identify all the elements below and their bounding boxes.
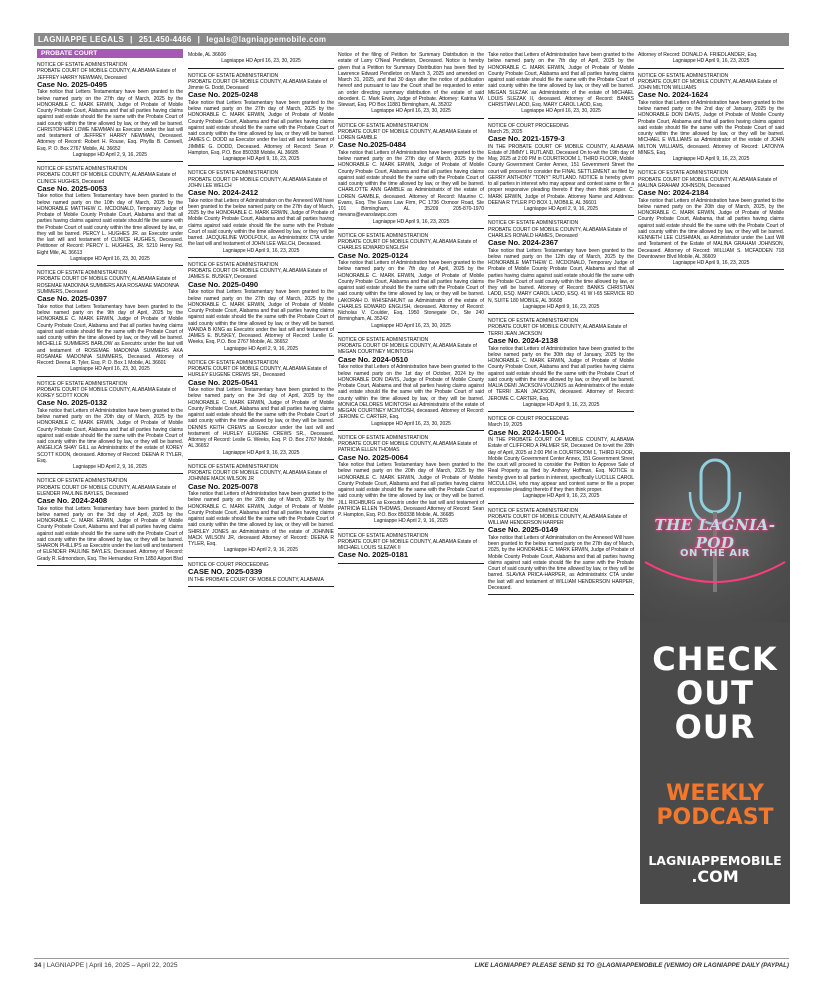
notice-body: IN THE PROBATE COURT OF MOBILE COUNTY, ALABAMA Estate of JIMMY L RUTLAND, Deceased On to-wit the 19th day of May, 2025 at 2:00 PM in COURTROOM 1, THIRD FLOOR, Mobile County Government Center Annex, 151 Government Street the court will proceed to consider the FINAL SETTLEMENT as filed by GERRY ANTHONY "TONY" RUTLAND. NOTICE is hereby given to all parties in interest who may appear and contest same or file a proper responsive pleading thereto if they then think proper. C. MARK ERWIN, Judge of Probate. Attorney Name and Address: DEENA R TYLER PO BOX 1, MOBILE, AL 36601 bbox=[488, 143, 634, 206]
notice-body: Take notice that Letters Testamentary have been granted to the below named party on the 10th day of March, 2025 by the HONORABLE MATTHEW C. MCDONALD, Temporary Judge of Probate of Mobile County Probate Court, Alabama and that all parties having claims against said estate should file the same with the Probate Court of said county within the time allowed by law, or they will be barred. PERCY L. HUGHES JR. as Executor under the last will and testament of CLINICE HUGHES, Deceased. Petitioner of Record: PERCY L. HUGHES, JR. 5210 Henry Rd. Eight Mile, AL 36613 bbox=[37, 193, 183, 256]
notice-pre: PROBATE COURT OF MOBILE COUNTY, ALABAMA Estate of JOHN LEE WELCH bbox=[188, 176, 327, 189]
notice-pre: PROBATE COURT OF MOBILE COUNTY, ALABAMA Estate of ROSEMAE MADONNA SUMMERS AKA ROSAMAE MADONNA SUMMERS, Deceased bbox=[37, 276, 179, 295]
legal-notice bbox=[638, 73, 784, 167]
notice-pre: PROBATE COURT OF MOBILE COUNTY, ALABAMA Estate of LOREN GAMBLE bbox=[338, 128, 477, 141]
ad-subheadline bbox=[640, 782, 790, 830]
notice-pub: Lagniappe HD April 9, 16, 23, 2025 bbox=[222, 247, 300, 254]
notice-title: NOTICE OF ESTATE ADMINISTRATION bbox=[338, 336, 429, 343]
notice-case: Case No. 2024-1500-1 bbox=[488, 427, 565, 437]
column-5 bbox=[638, 52, 784, 452]
notice-body: Take notice that Letters Testamentary have been granted to the below named party on the 3rd day of April, 2025 by the HONORABLE C. MARK ERWIN, Judge of Probate of Mobile County Probate Court, Alabama and that all parties having claims against said estate should file the same with the Probate Court of said county within the time allowed by law, or they will be barred. DENNIS KEITH CREWS as Executor under the last will and testament of HURLEY EUGENE CREWS SR., Deceased. Attorney of Record: Leslie G. Weeks, Esq. P. O. Box 2767 Mobile, AL 36652 bbox=[188, 387, 334, 450]
column-2 bbox=[188, 52, 334, 942]
notice-case: Case No. 2025-0149 bbox=[488, 525, 559, 535]
notice-pub: Lagniappe HD April 9, 16, 23, 2025 bbox=[522, 401, 600, 408]
notice-case: Case No. 2024-2138 bbox=[488, 335, 559, 345]
legal-notice bbox=[37, 478, 183, 566]
notice-body: Take notice that Letters of Administration have been granted to the below named party on the 30th day of January, 2025 by the HONORABLE C. MARK ERWIN, Judge of Probate of Mobile County Probate Court, Alabama and that all parties having claims against said estate should file the same with the Probate Court of said county within the time allowed by law, or they will be barred. MALIA DEMI JACKSON-VOUZIKIS as Administratrix of the estate of TERRI JEAN JACKSON, deceased. Attorney of Record: JEROME C. CARTER, Esq. bbox=[488, 345, 634, 402]
notice-pre: PROBATE COURT OF MOBILE COUNTY, ALABAMA Estate of MALINA GRAHAM JOHNSON, Deceased bbox=[638, 176, 777, 189]
legal-notice bbox=[338, 435, 484, 529]
notice-body: Take notice that Letters Testamentary have been granted to the below named party on the 9th day of April, 2025 by the HONORABLE C. MARK ERWIN, Judge of Probate of Mobile County Probate Court, Alabama and that all parties having claims against said estate should file the same with the Probate Court of said county within the time allowed by law, or they will be barred. MICHELLE SUMMERS BARLOW as Executrix under the last will and testament of ROSEMAE MADONNA SUMMERS AKA ROSAMAE MADONNA SUMMERS, Deceased. Attorney of Record: Deena R. Tyler, Esq. P. O. Box 1 Mobile, AL 36601 bbox=[37, 303, 183, 367]
legal-notice bbox=[188, 170, 334, 258]
notice-title: NOTICE OF ESTATE ADMINISTRATION bbox=[338, 532, 429, 539]
notice-case: Case No. 2025-0248 bbox=[188, 90, 259, 100]
legal-notice bbox=[37, 166, 183, 266]
notice-title: NOTICE OF ESTATE ADMINISTRATION bbox=[188, 72, 279, 79]
notice-case: Case No: 2024-2184 bbox=[638, 188, 709, 198]
podcast-logo-title: THE LAGNIA-POD bbox=[654, 516, 776, 552]
notice-title: NOTICE OF ESTATE ADMINISTRATION bbox=[37, 478, 128, 485]
notice-pre: PROBATE COURT OF MOBILE COUNTY, ALABAMA Estate of CHARLES RONALD HAMES, Deceased bbox=[488, 226, 627, 239]
footer-masthead: LAGNIAPPE bbox=[46, 962, 85, 969]
page-number: 34 bbox=[34, 962, 42, 969]
ad-website[interactable] bbox=[640, 854, 790, 886]
notice-title: NOTICE OF ESTATE ADMINISTRATION bbox=[37, 380, 128, 387]
notice-title: NOTICE OF ESTATE ADMINISTRATION bbox=[488, 318, 579, 325]
legal-notice bbox=[638, 52, 784, 69]
notice-title: NOTICE OF ESTATE ADMINISTRATION bbox=[638, 72, 729, 79]
notice-pre: PROBATE COURT OF MOBILE COUNTY, ALABAMA Estate of WILLIAM HENDERSON HARPER bbox=[488, 513, 627, 527]
notice-pre: Attorney of Record: DONALD A. FRIEDLANDER, Esq. bbox=[638, 52, 758, 58]
header-phone: 251.450-4466 bbox=[138, 35, 192, 44]
notice-title: NOTICE OF ESTATE ADMINISTRATION bbox=[638, 170, 729, 177]
legal-notice bbox=[338, 52, 484, 119]
podcast-ad[interactable] bbox=[640, 452, 790, 904]
notice-pre: PROBATE COURT OF MOBILE COUNTY, ALABAMA Estate of JEFFREY HARRY NEWMAN, Deceased bbox=[37, 68, 176, 81]
footer-promo: LIKE LAGNIAPPE? PLEASE SEND $1 TO @LAGNIAPPEMOBILE (VENMO) OR LAGNIAPPE DAILY (PAYPAL) bbox=[474, 962, 789, 969]
notice-body: IN THE PROBATE COURT OF MOBILE COUNTY, ALABAMA Estate of CLIFFORD A PALMER SR, Deceased On to-wit the 28th day of April, 2025 at 2:00 PM in COURTROOM 1, THIRD FLOOR, Mobile County Government Center Annex, 151 Government Street the court will proceed to consider the Petition to Approve Sale of Real Property as filed by Anthony Hoffman, Esq. NOTICE is hereby given to all parties in interest, specifically LUCILLE CAROL MCCULLOH, who may appear and contest same or file a proper responsive pleading thereto if they then think proper. bbox=[488, 437, 634, 494]
notice-pub: Lagniappe HD April 16, 23, 30, 2025 bbox=[371, 420, 451, 427]
legal-notice bbox=[488, 416, 634, 504]
notice-body: Take notice that Letters Testamentary have been granted to the below named party on the 27th day of March, 2025 by the HONORABLE C. MARK ERWIN, Judge of Probate of Mobile County Probate Court, Alabama and that all parties having claims against said estate should file the same with the Probate Court of said county within the time allowed by law, or they will be barred. WANDA B KING as Executrix under the last will and testament of JAMES E. BUSKEY, Deceased. Attorney of Record: Leslie G. Weeks, Esq. P.O. Box 2767 Mobile, AL 36652 bbox=[188, 289, 334, 346]
legal-notice bbox=[188, 73, 334, 167]
notice-body: Take notice that Letters of Administration on the Annexed Will have been granted to the below named party on the 27th day of March, 2025 by the HONORABLE C. MARK ERWIN, Judge of Probate of Mobile County Probate Court, Alabama and that all parties having claims against said estate should file the same with the Probate Court of said county within the time allowed by law, or they will be barred. JACQUELINE WOOLFOLK, as Administratrix CTA under the last will and testament of JOHN LEE WELCH, Deceased. bbox=[188, 197, 334, 248]
notice-title: NOTICE OF ESTATE ADMINISTRATION bbox=[338, 434, 429, 441]
legal-notice bbox=[338, 533, 484, 564]
legal-notice bbox=[37, 270, 183, 376]
notice-case: Case No. 2025-0495 bbox=[37, 79, 108, 89]
notice-pub: Lagniappe HD April 2, 9, 16, 2025 bbox=[72, 151, 148, 158]
notice-pub: Lagniappe HD April 2, 9, 16, 2025 bbox=[72, 464, 148, 471]
notice-pub: Lagniappe HD April 9, 16, 23, 2025 bbox=[222, 156, 300, 163]
legal-notice bbox=[488, 318, 634, 412]
notice-case: Case No. 2025-0053 bbox=[37, 183, 108, 193]
notice-pre: PROBATE COURT OF MOBILE COUNTY, ALABAMA Estate of HURLEY EUGENE CREWS SR., Deceased bbox=[188, 366, 327, 379]
legal-notice bbox=[488, 508, 634, 596]
legal-notice bbox=[37, 62, 183, 162]
notice-case: Case No. 2025-0181 bbox=[338, 550, 409, 560]
notice-body: Take notice that Letters of Administration have been granted to the below named party on the 20th day of March, 2025, by the HONORABLE C. MARK ERWIN, Judge of Probate of Mobile County Probate Court, Alabama, that all parties having claims against said estate should file the same with the Probate Court of said county within the time allowed by law, or they will be barred. KENNETH LEE CUSHMAN, as Administrator under the Last Will and Testament of the Estate of MALINA GRAHAM JOHNSON, Deceased. Attorney of Record: WILLIAM S. MCFADDEN 718 Downtowner Blvd Mobile, AL 36609 bbox=[638, 197, 784, 260]
notice-pre: PROBATE COURT OF MOBILE COUNTY, ALABAMA Estate of PATRICIA ELLEN THOMAS bbox=[338, 441, 477, 454]
notice-pre: PROBATE COURT OF MOBILE COUNTY, ALABAMA Estate of CLINICE HUGHES, Deceased bbox=[37, 172, 176, 185]
notice-case: Case No. 2021-1579-3 bbox=[488, 134, 565, 143]
notice-body: Take notice that Letters Testamentary have been granted to the below named party on the 3rd day of April, 2025 by the HONORABLE C. MARK ERWIN, Judge of Probate of Mobile County Probate Court, Alabama and that all parties having claims against said estate should file the same with the Probate Court of said county within the time allowed by law, or they will be barred. SHARON PHILLIPS as Executrix under the last will and testament of ELENDER PAULINE BAYLES, Deceased. Attorney of Record: Grady R. Edmondson, Esq. The Hernandez Firm 1850 Airport Blvd bbox=[37, 505, 183, 562]
footer-folio: 34 | LAGNIAPPE | April 16, 2025 – April 22, 2025 bbox=[34, 962, 178, 969]
notice-body: Take notice that Letters of Administration on the Annexed Will have been granted to the below named party on the 27th day of March, 2025, by the HONORABLE C. MARK ERWIN, Judge of Probate of Mobile County Probate Court, Alabama and that all parties having claims against said estate should file the same with the Probate Court of said county within the time allowed by law, or they will be barred. SLAVKA PRICA-HARPER, as Administratrix CTA under the last will and testament of WILLIAM HENDERSON HARPER, Deceased. bbox=[488, 534, 634, 591]
podcast-logo-tagline: ON THE AIR bbox=[679, 548, 750, 559]
notice-body: Take notice that Letters of Administration have been granted to the below named party on the 20th day of March, 2025 by the HONORABLE C. MARK ERWIN, Judge of Probate of Mobile County Probate Court, Alabama and that all parties having claims against said estate should file the same with the Probate Court of said county within the time allowed by law, or they will be barred. SHIRLEY JONES as Administratrix of the estate of JOHNNIE MACK WILSON JR, deceased Attorney of Record: DEENA R TYLER, Esq. bbox=[188, 491, 334, 548]
page-header: LAGNIAPPE LEGALS | 251.450-4466 | legals@lagniappemobile.com bbox=[34, 33, 789, 46]
notice-pre: PROBATE COURT OF MOBILE COUNTY, ALABAMA Estate of JOHN MILTON WILLIAMS bbox=[638, 78, 777, 91]
notice-pub: Lagniappe HD April 2, 9, 16, 2025 bbox=[223, 345, 299, 352]
notice-pre: PROBATE COURT OF MOBILE COUNTY, ALABAMA Estate of MICHAEL LOUIS SLEZAK II bbox=[338, 538, 477, 552]
notice-pre: Mobile, AL 36606 bbox=[188, 52, 227, 58]
legal-notice bbox=[338, 337, 484, 431]
notice-pub: Lagniappe HD April 9, 16, 23, 2025 bbox=[222, 449, 300, 456]
legal-notice bbox=[488, 52, 634, 119]
notice-pre: PROBATE COURT OF MOBILE COUNTY, ALABAMA Estate of Jimmie G. Dodd, Deceased bbox=[188, 78, 327, 91]
notice-pre: March 25, 2025 bbox=[488, 128, 523, 135]
legal-notice bbox=[488, 220, 634, 314]
notice-body: Take notice that Letters Testamentary have been granted to the below named party on the 27th day of March, 2025 by the HONORABLE C. MARK ERWIN, Judge of Probate of Mobile County Probate Court, Alabama and that all parties having claims against said estate should file the same with the Probate Court of said county within the time allowed by law, or they will be barred. JAMES C. DODD as Executor under the last will and testament of JIMMIE G. DODD, Deceased. Attorney of Record: Sean P. Hampton, Esq. P.O. Box 850338 Mobile, AL 36685 bbox=[188, 99, 334, 156]
publication-name: LAGNIAPPE LEGALS bbox=[38, 35, 125, 44]
legal-notice bbox=[37, 381, 183, 475]
notice-case: Case No. 2025-0132 bbox=[37, 398, 108, 408]
header-email[interactable]: legals@lagniappemobile.com bbox=[206, 35, 327, 44]
notice-pub: Lagniappe HD April 2, 9, 16, 2025 bbox=[523, 206, 599, 213]
notice-pub: Lagniappe HD April 2, 9, 16, 2025 bbox=[223, 547, 299, 554]
notice-body: Take notice that Letters of Administration have been granted to the below named party on the 2nd day of January, 2025 by the HONORABLE DON DAVIS, Judge of Probate of Mobile County Probate Court, Alabama and that all parties having claims against said estate should file the same with the Probate Court of said county within the time allowed by law, or they will be barred. MICHAEL E WILLIAMS as Administrator of the estate of JOHN MILTON WILLIAMS, deceased. Attorney of Record: LATONYA MINES, Esq. bbox=[638, 99, 784, 156]
legal-notice bbox=[488, 123, 634, 217]
notice-title: NOTICE OF ESTATE ADMINISTRATION bbox=[37, 166, 128, 173]
notice-case: Case No. 2025-0490 bbox=[188, 279, 259, 289]
notice-case: Case No. 2024-2408 bbox=[37, 496, 108, 506]
notice-pub: Lagniappe HD April 2, 9, 16, 2025 bbox=[373, 518, 449, 525]
notice-title: NOTICE OF COURT PROCEEDING bbox=[488, 122, 569, 129]
notice-title: NOTICE OF ESTATE ADMINISTRATION bbox=[338, 122, 429, 129]
notice-title: NOTICE OF ESTATE ADMINISTRATION bbox=[338, 232, 429, 239]
legal-notice bbox=[188, 562, 334, 587]
notice-case: Case No. 2025-0124 bbox=[338, 250, 409, 260]
notice-pub: Lagniappe HD April 9, 16, 23, 2025 bbox=[372, 218, 450, 225]
legal-notice bbox=[638, 170, 784, 270]
notice-body: Notice of the filing of Petition for Summary Distribution in the estate of Larry O'Neal Pendleton, Deceased. Notice is hereby given that a Petition for Summary Distribution has been filed by Lawrence Edward Pendleton on March 3, 2025 and amended on March 31, 2025, and that 30 days after the notice of publication hereof and pursuant to law the Court shall be requested to enter an order directing summary distribution of the estate of said decedent. C. Mark Erwin, Judge of Probate. Attorney: Katrina W. Stewart, Esq. PO Box 11881 Birmingham, AL 35202 bbox=[338, 52, 484, 108]
column-3 bbox=[338, 52, 484, 942]
notice-body: Take notice that Letters of Administration have been granted to the below named party on the 1st day of October, 2024 by the HONORABLE DON DAVIS, Judge of Probate of Mobile County Probate Court, Alabama and that all parties having claims against said estate should file the same with the Probate Court of said county within the time allowed by law, or they will be barred. MONICA DELORES MCINTOSH as Administratrix of the estate of MEGAN COURTNEY MCINTOSH, deceased. Attorney of Record: JEROME C. CARTER, Esq. bbox=[338, 364, 484, 421]
notice-pub: Lagniappe HD April 16, 23, 30, 2025 bbox=[371, 322, 451, 329]
notice-title: NOTICE OF ESTATE ADMINISTRATION bbox=[37, 270, 128, 277]
column-4 bbox=[488, 52, 634, 942]
ad-headline bbox=[640, 642, 790, 744]
notice-pub: Lagniappe HD April 16, 23, 30, 2025 bbox=[371, 108, 451, 115]
ad-line-weekly: WEEKLY bbox=[666, 781, 764, 806]
notice-title: NOTICE OF ESTATE ADMINISTRATION bbox=[188, 261, 279, 268]
notice-pre: PROBATE COURT OF MOBILE COUNTY, ALABAMA Estate of TERRI JEAN JACKSON bbox=[488, 324, 627, 337]
notice-pre: PROBATE COURT OF MOBILE COUNTY, ALABAMA Estate of KOREY SCOTT KOON bbox=[37, 386, 176, 400]
notice-case: Case No. 2025-0397 bbox=[37, 294, 108, 304]
notice-pub: Lagniappe HD April 9, 16, 23, 2025 bbox=[672, 260, 750, 267]
ad-site-tld: .COM bbox=[691, 867, 739, 886]
ad-line-out: OUT bbox=[675, 674, 754, 712]
notice-body: Take notice that Letters of Administration have been granted to the below named party on the 7th day of April, 2025 by the HONORABLE C. MARK ERWIN, Judge of Probate of Mobile County Probate Court, Alabama and that all parties having claims against said estate should file the same with the Probate Court of said county within the time allowed by law, or they will be barred. MEGAN SLEZAK as Administratrix of the estate of MICHAEL LOUIS SLEZAK II, deceased. Attorney of Record: BANKS CHRISTIAN LADD, Esq. MARY CAROL LADD, Esq. bbox=[488, 52, 634, 108]
notice-pre: PROBATE COURT OF MOBILE COUNTY, ALABAMA Estate of CHARLES EDWARD ENGLISH bbox=[338, 239, 477, 252]
notice-title: NOTICE OF ESTATE ADMINISTRATION bbox=[188, 359, 279, 366]
notice-body: Take notice that Letters of Administration have been granted to the below named party on the 7th day of April, 2025 by the HONORABLE C. MARK ERWIN, Judge of Probate of Mobile County Probate Court, Alabama and that all parties having claims against said estate should file the same with the Probate Court of said county within the time allowed by law, or they will be barred. LAKORAH D. WHISENHUNT as Administratrix of the estate of CHARLES EDWARD ENGLISH, deceased. Attorney of Record: Nicholas V. Coulder, Esq. 1950 Stonegate Dr., Ste 240 Birmingham, AL 35242 bbox=[338, 260, 484, 323]
legal-notice bbox=[188, 360, 334, 460]
ad-line-podcast: PODCAST bbox=[656, 805, 774, 830]
notice-pub: Lagniappe HD April 9, 16, 23, 2025 bbox=[672, 156, 750, 163]
notice-title: NOTICE OF ESTATE ADMINISTRATION bbox=[188, 170, 279, 177]
notice-title: NOTICE OF COURT PROCEEDING bbox=[188, 561, 269, 568]
notice-pre: PROBATE COURT OF MOBILE COUNTY, ALABAMA Estate of ELENDER PAULINE BAYLES, Deceased bbox=[37, 484, 176, 497]
notice-pub: Lagniappe HD April 16, 23, 30, 2025 bbox=[70, 255, 150, 262]
notice-pub: Lagniappe HD April 16, 23, 30, 2025 bbox=[70, 366, 150, 373]
ad-site-name: LAGNIAPPEMOBILE bbox=[648, 853, 782, 868]
notice-body: Take notice that Letters Testamentary have been granted to the below named party on the 27th day of March, 2025 by the HONORABLE C. MARK ERWIN, Judge of Probate of Mobile County Probate Court, Alabama and that all parties having claims against said estate should file the same with the Probate Court of said county within the time allowed by law, or they will be barred. CHRISTOPHER LOWE NEWMAN as Executor under the last will and testament of JEFFREY HARRY NEWMAN, Deceased. Attorney of Record: Robert H. Rouse, Esq. Phyllis B. Conwell, Esq. P. O. Box 2767 Mobile, AL 36652 bbox=[37, 89, 183, 152]
notice-body: Take notice that Letters of Administration have been granted to the below named party on the 27th day of March, 2025 by the HONORABLE C. MARK ERWIN, Judge of Probate of Mobile County Probate Court, Alabama and that all parties having claims against said estate should file the same with the Probate Court of said county within the time allowed by law, or they will be barred. CHARLOTTE ANN GAMBLE as Administratrix of the estate of LOREN GAMBLE, deceased. Attorney of Record: Maurine C. Evans, Esq. The Evans Law Firm, PC 1736 Oxmoor Road, Ste 101 Birmingham, AL 35209 205-870-1970 mevans@evanslawpc.com bbox=[338, 149, 484, 219]
notice-case: Case No. 2024-2412 bbox=[188, 188, 259, 198]
notice-case: Case No.2025-0484 bbox=[338, 140, 406, 150]
notice-title: NOTICE OF ESTATE ADMINISTRATION bbox=[488, 507, 579, 514]
legal-notice bbox=[188, 52, 334, 69]
legal-notice bbox=[188, 464, 334, 558]
notice-case: Case No. 2024-0510 bbox=[338, 354, 409, 364]
notice-title: NOTICE OF COURT PROCEEDING bbox=[488, 416, 569, 423]
notice-title: NOTICE OF ESTATE ADMINISTRATION bbox=[188, 463, 279, 470]
notice-pub: Lagniappe HD April 16, 23, 30, 2025 bbox=[521, 108, 601, 115]
ad-line-our: OUR bbox=[674, 708, 756, 746]
legal-notice bbox=[188, 262, 334, 356]
legal-notice bbox=[338, 233, 484, 333]
notice-body: Take notice that Letters of Administration have been granted to the below named party on the 20th day of March, 2025 by the HONORABLE C. MARK ERWIN, Judge of Probate of Mobile County Probate Court, Alabama and that all parties having claims against said estate should file the same with the Probate Court of said county within the time allowed by law, or they will be barred. ANGELICA SHAY GILL as Administratrix of the estate of KOREY SCOTT KOON, deceased. Attorney of Record: DEENA R TYLER, Esq. bbox=[37, 407, 183, 464]
notice-title: NOTICE OF ESTATE ADMINISTRATION bbox=[488, 220, 579, 227]
notice-pub: Lagniappe HD April 16, 23, 30, 2025 bbox=[221, 58, 301, 65]
footer-dates: April 16, 2025 – April 22, 2025 bbox=[89, 962, 178, 969]
notice-pre: PROBATE COURT OF MOBILE COUNTY, ALABAMA Estate of MEGAN COURTNEY MCINTOSH bbox=[338, 343, 477, 356]
legal-notice bbox=[338, 123, 484, 229]
notice-pre: March 19, 2025 bbox=[488, 422, 523, 429]
section-tag: PROBATE COURT bbox=[37, 49, 183, 58]
notice-pub: Lagniappe HD April 9, 16, 23, 2025 bbox=[522, 303, 600, 310]
notice-body: IN THE PROBATE COURT OF MOBILE COUNTY, ALABAMA bbox=[188, 576, 324, 583]
notice-pre: PROBATE COURT OF MOBILE COUNTY, ALABAMA Estate of JOHNNIE MACK WILSON JR bbox=[188, 470, 327, 483]
notice-pub: Lagniappe HD April 9, 16, 23, 2025 bbox=[672, 58, 750, 65]
notice-case: CASE NO. 2025-0339 bbox=[188, 566, 263, 576]
notice-case: Case No. 2025-0078 bbox=[188, 481, 259, 491]
notice-pub: Lagniappe HD April 9, 16, 23, 2025 bbox=[522, 493, 600, 500]
column-1 bbox=[37, 62, 183, 942]
notice-case: Case No. 2025-0064 bbox=[338, 452, 409, 462]
notice-case: Case No. 2024-2367 bbox=[488, 238, 559, 248]
notice-case: Case No. 2025-0541 bbox=[188, 377, 259, 387]
page-footer bbox=[34, 958, 789, 971]
notice-pre: PROBATE COURT OF MOBILE COUNTY, ALABAMA Estate of JAMES E. BUSKEY, Deceased bbox=[188, 268, 327, 281]
ad-line-check: CHECK bbox=[652, 640, 778, 678]
notice-body: Take notice that Letters Testamentary have been granted to the below named party on the 12th day of March, 2025 by the HONORABLE MATTHEW C. MCDONALD, Temporary Judge of Probate of Mobile County Probate Court, Alabama and that all parties having claims against said estate should file the same with the Probate Court of said county within the time allowed by law, or they will be barred. Attorney of Record: BANKS CHRISTIAN LADD, ESQ. MARY CAROL LADD, ESQ. 41 W I-65 SERVICE RD N, SUITE 180 MOBILE, AL 36608 bbox=[488, 247, 634, 304]
notice-body: Take notice that Letters Testamentary have been granted to the below named party on the 20th day of March, 2025 by the HONORABLE C. MARK ERWIN, Judge of Probate of Mobile County Probate Court, Alabama and that all parties having claims against said estate should file the same with the Probate Court of said county within the time allowed by law, or they will be barred. JILL RICHBURG as Executrix under the last will and testament of PATRICIA ELLEN THOMAS, Deceased Attorney of Record: Sean P. Hampton, Esq. P.O. Box 850338 Mobile, AL 36685 bbox=[338, 462, 484, 519]
notice-case: Case No. 2024-1624 bbox=[638, 90, 709, 100]
notice-title: NOTICE OF ESTATE ADMINISTRATION bbox=[37, 62, 128, 68]
